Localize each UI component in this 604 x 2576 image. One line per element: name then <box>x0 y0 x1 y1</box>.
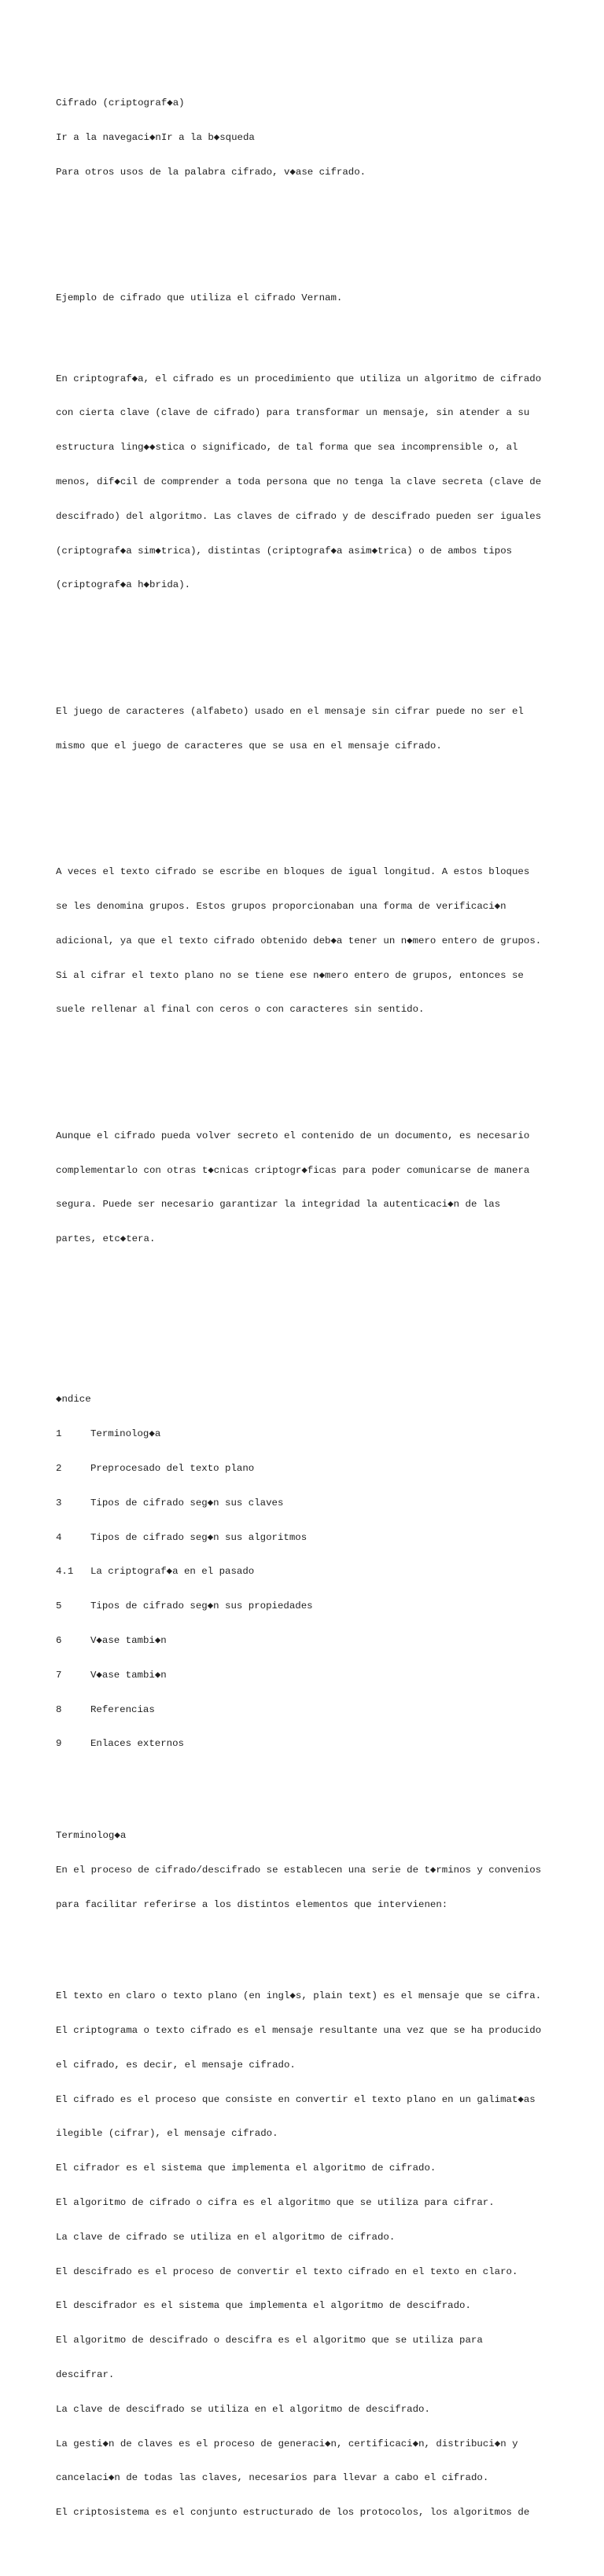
toc-item-number: 5 <box>56 1600 62 1612</box>
toc-item-label: V◆ase tambi◆n <box>90 1669 167 1681</box>
alphabet-paragraph <box>56 683 559 775</box>
definition-line: La clave de cifrado se utiliza en el algoritmo de cifrado. <box>56 2231 396 2243</box>
toc-item-number: 1 <box>56 1428 62 1440</box>
definition-line: el cifrado, es decir, el mensaje cifrado. <box>56 2059 296 2071</box>
paragraph-line: A veces el texto cifrado se escribe en bloques de igual longitud. A estos bloques <box>56 866 530 878</box>
page-title: Cifrado (criptograf◆a) <box>56 97 185 109</box>
definition-line: descifrar. <box>56 2368 115 2380</box>
toc-item-label: Tipos de cifrado seg◆n sus claves <box>90 1497 284 1508</box>
definition-paragraph <box>56 350 559 614</box>
definition-line: El criptograma o texto cifrado es el mensaje resultante una vez que se ha producido <box>56 2025 542 2037</box>
toc-item-label: La criptograf◆a en el pasado <box>90 1566 255 1578</box>
paragraph-line: descifrado) del algoritmo. Las claves de cifrado y de descifrado pueden ser iguales <box>56 510 542 522</box>
toc-item[interactable] <box>56 1738 559 1750</box>
caption-line: Ejemplo de cifrado que utiliza el cifrado Vernam. <box>56 292 343 304</box>
toc-item-number: 7 <box>56 1669 62 1681</box>
paragraph-gap <box>56 1291 559 1303</box>
toc-item[interactable] <box>56 1463 559 1475</box>
definition-line: El descifrado es el proceso de convertir el texto cifrado en el texto en claro. <box>56 2265 518 2277</box>
paragraph-line: Si al cifrar el texto plano no se tiene ese n◆mero entero de grupos, entonces se <box>56 969 524 981</box>
paragraph-line: segura. Puede ser necesario garantizar la integridad la autenticaci◆n de las <box>56 1199 501 1211</box>
paragraph-line: adicional, ya que el texto cifrado obtenido deb◆a tener un n◆mero entero de grupos. <box>56 935 542 946</box>
toc-item[interactable] <box>56 1600 559 1612</box>
definition-line: cancelaci◆n de todas las claves, necesarios para llevar a cabo el cifrado. <box>56 2472 489 2484</box>
paragraph-line: suele rellenar al final con ceros o con caracteres sin sentido. <box>56 1004 425 1016</box>
paragraph-line: para facilitar referirse a los distintos elementos que intervienen: <box>56 1898 448 1910</box>
toc-item-label: Terminolog◆a <box>90 1428 161 1440</box>
definition-line: La clave de descifrado se utiliza en el algoritmo de descifrado. <box>56 2403 430 2415</box>
toc-item-label: Enlaces externos <box>90 1738 184 1750</box>
paragraph-gap <box>56 1933 559 1945</box>
definition-line: El cifrado es el proceso que consiste en convertir el texto plano en un galimat◆as <box>56 2093 536 2105</box>
toc-item[interactable] <box>56 1670 559 1681</box>
definition-line: El texto en claro o texto plano (en ingl◆s, plain text) es el mensaje que se cifra. <box>56 1990 542 2002</box>
paragraph-line: (criptograf◆a h◆brida). <box>56 579 191 591</box>
header-block <box>56 75 559 201</box>
toc-item-label: Tipos de cifrado seg◆n sus algoritmos <box>90 1531 308 1543</box>
toc-item[interactable] <box>56 1635 559 1647</box>
toc-item[interactable] <box>56 1497 559 1509</box>
definition-line: El cifrador es el sistema que implementa el algoritmo de cifrado. <box>56 2163 436 2174</box>
definition-list <box>56 1968 559 2541</box>
paragraph-gap <box>56 798 559 810</box>
paragraph-line: El juego de caracteres (alfabeto) usado en el mensaje sin cifrar puede no ser el <box>56 705 524 717</box>
definition-line: El criptosistema es el conjunto estructurado de los protocolos, los algoritmos de <box>56 2507 530 2519</box>
disambiguation-note: Para otros usos de la palabra cifrado, v◆ase cifrado. <box>56 166 366 178</box>
paragraph-line: Aunque el cifrado pueda volver secreto el contenido de un documento, es necesario <box>56 1130 530 1141</box>
image-caption <box>56 270 559 327</box>
blocks-paragraph <box>56 843 559 1038</box>
document-body <box>56 52 559 2576</box>
paragraph-gap <box>56 1325 559 1337</box>
toc-item-number: 6 <box>56 1634 62 1646</box>
paragraph-gap <box>56 637 559 649</box>
paragraph-gap <box>56 224 559 236</box>
toc-item-label: Referencias <box>90 1703 155 1715</box>
toc-item-number: 4 <box>56 1531 62 1543</box>
toc-item-label: V◆ase tambi◆n <box>90 1634 167 1646</box>
toc-item-number: 4.1 <box>56 1566 74 1578</box>
paragraph-line: se les denomina grupos. Estos grupos proporcionaban una forma de verificaci◆n <box>56 900 506 912</box>
toc-item-number: 2 <box>56 1463 62 1475</box>
definition-line: ilegible (cifrar), el mensaje cifrado. <box>56 2128 278 2140</box>
table-of-contents <box>56 1371 559 1773</box>
toc-title: ◆ndice <box>56 1394 91 1406</box>
paragraph-line: (criptograf◆a sim◆trica), distintas (criptograf◆a asim◆trica) o de ambos tipos <box>56 545 513 557</box>
paragraph-line: partes, etc◆tera. <box>56 1233 156 1245</box>
paragraph-line: complementarlo con otras t◆cnicas criptogr◆ficas para poder comunicarse de manera <box>56 1164 530 1176</box>
toc-item[interactable] <box>56 1704 559 1716</box>
toc-item-number: 3 <box>56 1497 62 1508</box>
toc-item[interactable] <box>56 1428 559 1440</box>
definition-line: El algoritmo de cifrado o cifra es el algoritmo que se utiliza para cifrar. <box>56 2197 495 2209</box>
toc-item-number: 9 <box>56 1738 62 1750</box>
toc-item-label: Preprocesado del texto plano <box>90 1463 255 1475</box>
definition-line: El algoritmo de descifrado o descifra es el algoritmo que se utiliza para <box>56 2335 483 2346</box>
terminology-section <box>56 1807 559 2564</box>
paragraph-line: menos, dif◆cil de comprender a toda persona que no tenga la clave secreta (clave de <box>56 476 542 487</box>
paragraph-line: mismo que el juego de caracteres que se usa en el mensaje cifrado. <box>56 740 442 751</box>
definition-line: La gesti◆n de claves es el proceso de generaci◆n, certificaci◆n, distribuci◆n y <box>56 2438 518 2449</box>
paragraph-gap <box>56 1061 559 1073</box>
definition-line: El descifrador es el sistema que implementa el algoritmo de descifrado. <box>56 2300 471 2312</box>
security-paragraph <box>56 1108 559 1268</box>
paragraph-line: estructura ling◆◆stica o significado, de tal forma que sea incomprensible o, al <box>56 442 518 454</box>
navigation-links: Ir a la navegaci◆nIr a la b◆squeda <box>56 132 255 144</box>
toc-item-number: 8 <box>56 1703 62 1715</box>
paragraph-line: con cierta clave (clave de cifrado) para transformar un mensaje, sin atender a su <box>56 407 530 419</box>
toc-item[interactable] <box>56 1566 559 1578</box>
toc-item-label: Tipos de cifrado seg◆n sus propiedades <box>90 1600 313 1612</box>
paragraph-line: En criptograf◆a, el cifrado es un procedimiento que utiliza un algoritmo de cifrado <box>56 373 542 384</box>
section-heading: Terminolog◆a <box>56 1830 127 1842</box>
toc-item[interactable] <box>56 1532 559 1544</box>
paragraph-line: En el proceso de cifrado/descifrado se establecen una serie de t◆rminos y convenios <box>56 1864 542 1876</box>
